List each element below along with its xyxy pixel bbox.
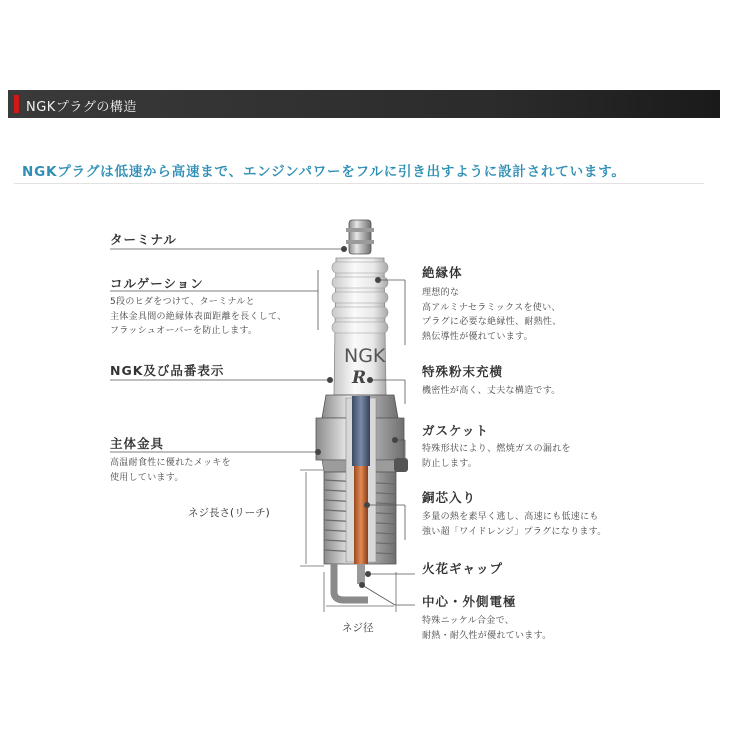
part-title-ngk-marking: NGK及び品番表示	[110, 363, 225, 378]
copper-core	[354, 466, 368, 564]
part-title-electrodes: 中心・外側電極	[422, 594, 517, 609]
part-title-metal-shell: 主体金具	[110, 436, 165, 451]
plug-brand-text: NGK	[344, 345, 386, 367]
gasket	[394, 458, 408, 472]
part-desc-corrugation: 5段のヒダをつけて、ターミナルと 主体金具間の絶縁体表面距離を長くして、 フラッシュオーバーを防止します。	[110, 297, 287, 336]
part-title-copper-core: 銅芯入り	[422, 490, 477, 505]
part-desc-copper-core: 多量の熱を素早く逃し、高速にも低速にも 強い超「ワイドレンジ」プラグになります。	[422, 512, 607, 537]
part-title-insulator: 絶縁体	[422, 265, 463, 280]
thread-diameter-label: ネジ径	[342, 622, 374, 634]
plug-mark-text: R	[352, 368, 367, 388]
part-desc-powder-seal: 機密性が高く、丈夫な構造です。	[422, 386, 561, 396]
header-title: NGKプラグの構造	[26, 100, 137, 115]
powder-seal	[352, 396, 370, 466]
part-desc-gasket: 特殊形状により、燃焼ガスの漏れを 防止します。	[422, 444, 571, 469]
part-title-terminal: ターミナル	[110, 232, 177, 247]
part-title-spark-gap: 火花ギャップ	[422, 561, 504, 576]
part-title-gasket: ガスケット	[422, 423, 489, 438]
part-title-powder-seal: 特殊粉末充横	[422, 364, 504, 379]
part-desc-insulator: 理想的な 高アルミナセラミックスを使い、 プラグに必要な絶縁性、耐熱性、 熱伝導性が優れています。	[422, 288, 562, 342]
part-desc-metal-shell: 高温耐食性に優れたメッキを 使用しています。	[110, 458, 231, 483]
center-electrode	[357, 564, 365, 584]
tagline: NGKプラグは低速から高速まで、エンジンパワーをフルに引き出すように設計されています。	[22, 164, 626, 180]
thread-length-label: ネジ長さ(リーチ)	[188, 507, 270, 519]
part-title-corrugation: コルゲーション	[110, 276, 204, 291]
terminal	[346, 220, 374, 254]
part-desc-electrodes: 特殊ニッケル合金で、 耐熱・耐久性が優れています。	[422, 616, 552, 641]
